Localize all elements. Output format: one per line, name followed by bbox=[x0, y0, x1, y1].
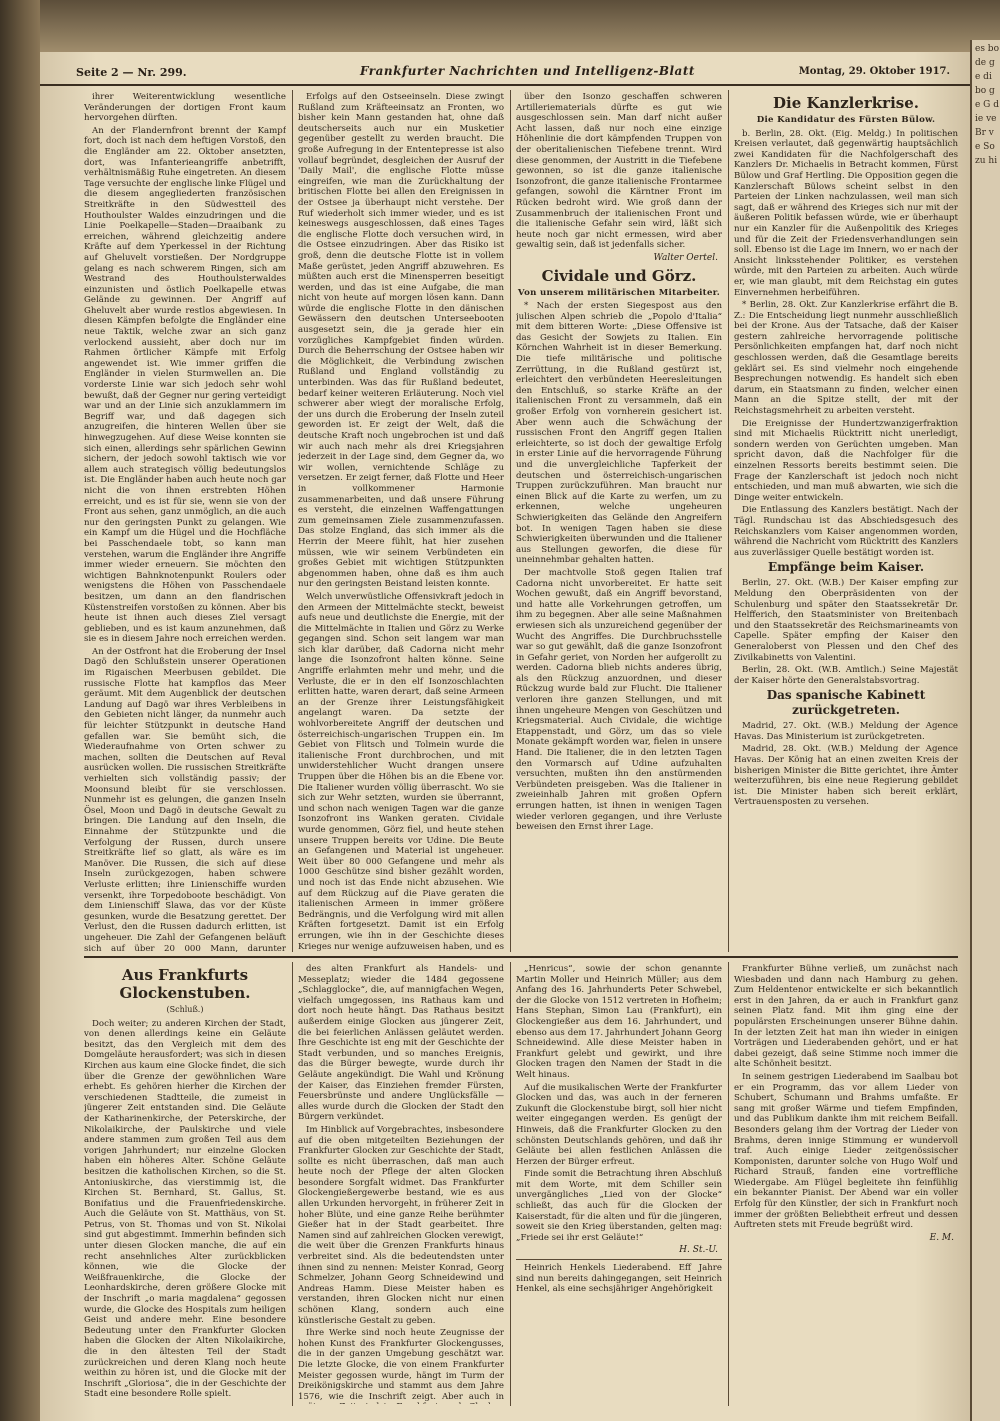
paragraph: b. Berlin, 28. Okt. (Eig. Meldg.) In politischen Kreisen verlautet, daß gegenwärtig hauptsächlich zwei Kandidaten für die Nachfolgerschaft des Kanzlers Dr. Michaelis in Betracht kommen, Fürst Bülow und Graf Hertling. Die Opposition gegen die Kanzlerschaft Bülows scheint selbst in den Parteien der Linken nachzulassen, weil man sich sagt, daß er während des Krieges sich nur mit der äußeren Politik befassen würde, wie er überhaupt nur ein Kanzler für die Außenpolitik des Krieges und für die Zeit der Friedensverhandlungen sein soll. Ebenso ist die Lage im Innern, wo er nach der Ansicht linksstehender Politiker, es verstehen würde, mit den Parteien zu arbeiten. Auch würde er, wie man glaubt, mit dem Reichstag ein gutes Einvernehmen herbeiführen. bbox=[734, 128, 958, 298]
article-headline: Empfänge beim Kaiser. bbox=[767, 560, 925, 575]
paragraph: Welch unverwüstliche Offensivkraft jedoch in den Armeen der Mittelmächte steckt, beweist aufs neue und deutlichste die Energie, mit der die Mittelmächte in Italien und Görz zu Werke gegangen sind. Schon seit langem war man sich klar darüber, daß Cadorna nicht mehr lange die Isonzofront halten könne. Seine Angriffe erlahmten mehr und mehr, und die Verluste, die er in den elf Isonzoschlachten erlitten hatte, waren derart, daß seine Armeen an der Grenze ihrer Leistungsfähigkeit angelangt waren. Da setzte der wohlvorbereitete Angriff der deutschen und österreichisch-ungarischen Truppen ein. Im Gebiet von Flitsch und Tolmein wurde die italienische Front durchbrochen, und mit unwiderstehlicher Wucht drangen unsere Truppen über die Höhen bis an die Ebene vor. Die Italiener wurden völlig überrascht. Wo sie sich zur Wehr setzten, wurden sie überrannt, und schon nach wenigen Tagen war die ganze Isonzofront ins Wanken geraten. Cividale wurde genommen, Görz fiel, und heute stehen unsere Truppen bereits vor Udine. Die Beute an Gefangenen und Material ist ungeheuer. Weit über 80 000 Gefangene und mehr als 1000 Geschütze sind bisher gezählt worden, und noch ist das Ende nicht abzusehen. Wie auf dem Rückzug auf die Piave geraten die italienischen Armeen in immer größere Bedrängnis, und die Verfolgung wird mit allen Kräften fortgesetzt. Damit ist ein Erfolg errungen, wie ihn in der Geschichte dieses Krieges nur wenige aufzuweisen haben, und es bbox=[298, 591, 504, 952]
paragraph: „Henricus“, sowie der schon genannte Martin Moller und Heinrich Müller; aus dem Anfang des 16. Jahrhunderts Peter Schwebel, der die Glocke von 1512 vertreten in Hofheim; Hans Stephan, Simon Lau (Frankfurt), ein Glockengießer aus dem 16. Jahrhundert, und ebenso aus dem 17. Jahrhundert Johann Georg Schneidewind. Alle diese Meister haben in Frankfurt gelebt und gewirkt, und ihre Glocken tragen den Namen der Stadt in die Welt hinaus. bbox=[516, 964, 722, 1080]
article-byline: Von unserem militärischen Mitarbeiter. bbox=[517, 287, 721, 298]
continuation-note: (Schluß.) bbox=[166, 1005, 204, 1014]
section-rule bbox=[84, 956, 958, 958]
paragraph: An der Ostfront hat die Eroberung der Insel Dagö den Schlußstein unserer Operationen im Rigaischen Meerbusen gebildet. Die russische Flotte hat kampflos das Meer geräumt. Mit dem Augenblick der deutschen Landung auf Dagö war ihres Verbleibens in den Gebieten nicht länger, da nunmehr auch für leichter Stützpunkt in deutsche Hand gefallen war. Sie bemüht sich, die Wiederaufnahme von Orten schwer zu machen, sollten die Deutschen auf Reval ausrücken wollen. Die russischen Streitkräfte verhielten sich vollständig passiv; der Moonsund bleibt für sie verschlossen. Nunmehr ist es gelungen, die ganzen Inseln Ösel, Moon und Dagö in deutsche Gewalt zu bringen. Die Landung auf den Inseln, die Einnahme der Stützpunkte und die Verfolgung der Russen, durch unsere Streitkräfte lief so glatt, als wäre es im Manöver. Die Russen, die sich auf diese Inseln zurückgezogen, haben schwere Verluste erlitten; ihre Linienschiffe wurden versenkt, ihre Torpedoboote beschädigt. Von dem Linienschiff Slawa, das vor der Küste gesunken, wurde die Besatzung gerettet. Der Verlust, den die Russen dadurch erlitten, ist ungeheuer. Die Zahl der Gefangenen beläuft sich auf über 20 000 Mann, darunter bbox=[84, 646, 286, 952]
paragraph: Finde somit die Betrachtung ihren Abschluß mit dem Worte, mit dem Schiller sein unvergängliches „Lied von der Glocke“ schließt, das auch für die Glocken der Kaiserstadt, für die alten und für die jüngeren, soweit sie den Krieg überstanden, gelten mag: „Friede sei ihr erst Geläute!“ bbox=[516, 1169, 722, 1243]
paragraph: In seinem gestrigen Liederabend im Saalbau bot er ein Programm, das vor allem Lieder von Schubert, Schumann und Brahms umfaßte. Er sang mit großer Wärme und tiefem Empfinden, und das Publikum dankte ihm mit reichem Beifall. Besonders gelang ihm der Vortrag der Lieder von Brahms, deren innige Stimmung er wundervoll traf. Auch einige Lieder zeitgenössischer Komponisten, darunter solche von Hugo Wolf und Richard Strauß, fanden eine vortreffliche Wiedergabe. Am Flügel begleitete ihn feinfühlig ein bekannter Pianist. Der Abend war ein voller Erfolg für den Künstler, der sich in Frankfurt noch immer der größten Beliebtheit erfreut und dessen Auftreten stets mit Freude begrüßt wird. bbox=[734, 1071, 958, 1231]
page-top-shadow bbox=[40, 0, 1000, 52]
feuilleton-column-1 bbox=[84, 964, 286, 1404]
author-signature: H. St.-U. bbox=[679, 1245, 718, 1256]
article-headline: Das spanische Kabinett zurückgetreten. bbox=[766, 688, 926, 718]
newspaper-page bbox=[40, 52, 970, 1421]
paragraph: Madrid, 27. Okt. (W.B.) Meldung der Agence Havas. Das Ministerium ist zurückgetreten. bbox=[734, 721, 958, 742]
article-headline: Die Kanzlerkrise. bbox=[772, 94, 919, 112]
article-subheadline: Die Kandidatur des Fürsten Bülow. bbox=[756, 115, 936, 125]
masthead: Frankfurter Nachrichten und Intelligenz-Blatt bbox=[360, 64, 695, 78]
concert-notice: Heinrich Henkels Liederabend. Eff Jahre sind nun bereits dahingegangen, seit Heinrich Henkel, als eine sechsjähriger Angehörigkeit bbox=[516, 1263, 722, 1295]
paragraph: des alten Frankfurt als Handels- und Messeplatz; wieder die 1484 gegossene „Schlagglocke“, die, auf mannigfachen Wegen, vielfach umgegossen, ins Rathaus kam und dort noch heute hängt. Das Rathaus besitzt außerdem einige Glocken aus jüngerer Zeit, die bei feierlichen Anlässen geläutet werden. Ihre Geschichte ist eng mit der Geschichte der Stadt verbunden, und so manches Ereignis, das die Bürger bewegte, wurde durch ihr Geläute angekündigt. Die Wahl und Krönung der Kaiser, das Einziehen fremder Fürsten, Feuersbrünste und andere Unglücksfälle — alles wurde durch die Glocken der Stadt den Bürgern verkündet. bbox=[298, 964, 504, 1123]
author-signature: Walter Oertel. bbox=[653, 252, 718, 263]
paragraph: * Nach der ersten Siegespost aus den julischen Alpen schrieb die „Popolo d'Italia“ mit dem bitteren Worte: „Diese Offensive ist das Gesicht der Sowjets zu Italien. Ein Körnchen Wahrheit ist in dieser Bemerkung. Die tiefe militärische und politische Zerrüttung, in die Rußland gestürzt ist, erleichtert den verbündeten Heeresleitungen den Entschluß, so starke Kräfte an der italienischen Front zu versammeln, daß ein großer Erfolg von vornherein gesichert ist. Aber wenn auch die Schwächung der russischen Front den Angriff gegen Italien erleichterte, so ist doch der gewaltige Erfolg in erster Linie auf die hervorragende Führung und die unvergleichliche Tapferkeit der deutschen und österreichisch-ungarischen Truppen zurückzuführen. Man braucht nur einen Blick auf die Karte zu werfen, um zu erkennen, welche ungeheuren Schwierigkeiten das Gelände den Angreifern bot. In wenigen Tagen haben sie diese Schwierigkeiten überwunden und die Italiener aus Stellungen geworfen, die diese für uneinnehmbar gehalten hatten. bbox=[516, 301, 722, 566]
binding-edge bbox=[0, 0, 40, 1421]
column-rule bbox=[292, 90, 293, 952]
column-rule bbox=[292, 962, 293, 1406]
paragraph: An der Flandernfront brennt der Kampf fort, doch ist nach dem heftigen Vorstoß, den die Engländer am 22. Oktober ansetzten, dort, was Infanterieangriffe anbetrifft, verhältnismäßig Ruhe eingetreten. An diesem Tage versuchte der englische linke Flügel und die diesem angegliederten französischen Streitkräfte in den Südwestteil des Houthoulster Waldes einzudringen und die Linie Poelkapelle—Staden—Draaibank zu erreichen, während gleichzeitig andere Kräfte auf dem Yperkessel in der Richtung auf Gheluvelt vorstießen. Der Nordgruppe gelang es nach schwerem Ringen, sich am Westrand des Houthoulsterwaldes einzunisten und östlich Poelkapelle etwas Gelände zu gewinnen. Der Angriff auf Gheluvelt aber wurde restlos abgewiesen. In diesen Kämpfen befolgte die Engländer eine neue Taktik, welche zwar an sich ganz verlockend aussieht, aber doch nur im Rahmen örtlicher Kämpfe mit Erfolg angewendet ist. Wie immer griffen die Engländer in vielen Sturmwellen an. Die vorderste Linie war sich jedoch sehr wohl bewußt, daß der Gegner nur gering verteidigt war und an der Linie sich anzuklammern im Begriff war, und daß dagegen sich anzugreifen, die hinteren Wellen über sie hinwegzugehen. Auf diese Weise konnten sie sich einen, allerdings sehr spärlichen Gewinn sichern, der jedoch sowohl taktisch wie vor allem auch strategisch völlig bedeutungslos ist. Die Engländer haben auch heute noch gar nicht die von ihnen erstrebten Höhen erreicht, und es ist für sie, wenn sie von der Front aus sehen, ganz unmöglich, an die auch nur den geringsten Punkt zu gelangen. Wie ein Kampf um die Hügel und die Hochfläche bei Passchendaele tobt, so kann man verstehen, warum die Engländer ihre Angriffe immer wieder erneuern. Sie möchten den wichtigen Bahnknotenpunkt Roulers oder wenigstens die Höhen von Passchendaele besitzen, um dann an den flandrischen Küstenstreifen vorstoßen zu können. Aber bis heute ist ihnen auch dieses Ziel versagt geblieben, und es ist kaum anzunehmen, daß sie es in diesem Jahre noch erreichen werden. bbox=[84, 125, 286, 645]
column-rule bbox=[510, 962, 511, 1406]
divider bbox=[516, 1259, 722, 1260]
column-1 bbox=[84, 92, 286, 952]
page-header bbox=[40, 64, 970, 86]
paragraph: * Berlin, 28. Okt. Zur Kanzlerkrise erfährt die B. Z.: Die Entscheidung liegt nunmehr ausschließlich bei der Krone. Aus der Tatsache, daß der Kaiser gestern zahlreiche hervorragende politische Persönlichkeiten empfangen hat, darf noch nicht geschlossen werden, daß die Gesamtlage bereits geklärt sei. Es sind vielmehr noch eingehende Besprechungen notwendig. Es handelt sich eben darum, ein Staatsmann zu finden, welcher einen Mann an die Spitze stellt, der mit der Reichstagsmehrheit zu arbeiten versteht. bbox=[734, 300, 958, 417]
paragraph: über den Isonzo geschaffen schweren Artilleriematerials dürfte es gut wie ausgeschlossen sein. Man darf nicht außer Acht lassen, daß nur noch eine einzige Höhenlinie die dort kämpfenden Truppen von der oberitalienischen Tiefebene trennt. Wird diese genommen, der Austritt in die Tiefebene gewonnen, so ist die ganze italienische Isonzofront, die ganze italienische Frontarmee gefangen, sowohl die Kärntner Front im Rücken bedroht wird. Wie groß dann der Zusammenbruch der italienischen Front und die italienische Gefahr sein wird, läßt sich heute noch gar nicht ermessen, wird aber gewaltig sein, daß ist jedenfalls sicher. bbox=[516, 92, 722, 251]
feuilleton-column-4 bbox=[734, 964, 958, 1404]
paragraph: Frankfurter Bühne verließ, um zunächst nach Wiesbaden und dann nach Hamburg zu gehen. Zum Heldentenor entwickelte er sich bekanntlich erst in den Jahren, da er auch in Frankfurt ganz seinen Platz fand. Mit ihm ging eine der populärsten Erscheinungen unserer Bühne dahin. In der letzten Zeit hat man ihn wieder in einigen Vorträgen und Liederabenden gehört, und er hat dabei gezeigt, daß seine Stimme noch immer die alte Schönheit besitzt. bbox=[734, 964, 958, 1070]
column-rule bbox=[728, 962, 729, 1406]
column-2 bbox=[298, 92, 504, 952]
issue-date: Montag, 29. Oktober 1917. bbox=[798, 66, 950, 77]
next-page-edge bbox=[970, 40, 1000, 1421]
paragraph: Die Entlassung des Kanzlers bestätigt. Nach der Tägl. Rundschau ist das Abschiedsgesuch des Reichskanzlers vom Kaiser angenommen worden, während die Nachricht vom Rücktritt des Kanzlers aus zuverlässiger Quelle bestätigt worden ist. bbox=[734, 505, 958, 558]
paragraph: Die Ereignisse der Hundertzwanzigerfraktion sind mit Michaelis Rücktritt nicht unerledigt, sondern werden von Gerüchten umgeben. Man spricht davon, daß die Nachfolger für die einzelnen Ressorts bereits bestimmt seien. Die Frage der Kanzlerschaft ist jedoch noch nicht entschieden, und man muß abwarten, wie sich die Dinge weiter entwickeln. bbox=[734, 418, 958, 503]
feuilleton-headline: Aus Frankfurts Glockenstuben. bbox=[119, 966, 251, 1002]
column-rule bbox=[728, 90, 729, 952]
paragraph: Ihre Werke sind noch heute Zeugnisse der hohen Kunst des Frankfurter Glockengusses, die in der ganzen Umgebung geschätzt war. Die letzte Glocke, die von einem Frankfurter Meister gegossen wurde, hängt im Turm der Dreikönigskirche und stammt aus dem Jahre 1576, wie die Inschrift zeigt. Aber auch in bbox=[298, 1328, 504, 1402]
article-headline: Cividale und Görz. bbox=[541, 266, 697, 285]
feuilleton-column-2 bbox=[298, 964, 504, 1404]
feuilleton-column-3 bbox=[516, 964, 722, 1404]
author-signature: E. M. bbox=[929, 1232, 954, 1243]
paragraph: Erfolgs auf den Ostseeinseln. Diese zwingt Rußland zum Kräfteeinsatz an Fronten, wo bisher kein Mann gestanden hat, ohne daß deutscherseits auch nur ein Musketier gegenüber gestellt zu werden braucht. Die große Aufregung in der Ententepresse ist also vollauf begründet, desgleichen der Ausruf der 'Daily Mail', die englische Flotte müsse eingreifen, wie man die Zurückhaltung der britischen Flotte bei allen den Ereignissen in der Ostsee ja überhaupt nicht verstehe. Der Ruf wiederholt sich immer wieder, und es ist keineswegs ausgeschlossen, daß eines Tages die englische Flotte doch versuchen wird, in die Ostsee einzudringen. Aber das Risiko ist groß, denn die deutsche Flotte ist in vollem Maße gerüstet, jeden Angriff abzuwehren. Es müßten auch erst die Minensperren beseitigt werden, und das ist eine Aufgabe, die man nicht von heute auf morgen lösen kann. Dann würde die englische Flotte in den dänischen Gewässern den deutschen Unterseebooten ausgesetzt sein, die ja gerade hier ein vorzügliches Kampfgebiet finden würden. Durch die Beherrschung der Ostsee haben wir die Möglichkeit, die Verbindung zwischen Rußland und England vollständig zu unterbinden. Was das für Rußland bedeutet, bedarf keiner weiteren Erläuterung. Noch viel schwerer aber wiegt der moralische Erfolg, der uns durch die Eroberung der Inseln zuteil geworden ist. Er zeigt der Welt, daß die deutsche Kraft noch ungebrochen ist und daß wir auch nach mehr als drei Kriegsjahren jederzeit in der Lage sind, dem Gegner da, wo wir wollen, vernichtende Schläge zu versetzen. Er zeigt ferner, daß Flotte und Heer in vollkommener Harmonie zusammenarbeiten, und daß unsere Führung es versteht, die einzelnen Waffengattungen zum gemeinsamen Ziele zusammenzufassen. Das stolze England, das sich immer als die Herrin der Meere fühlt, hat hier zusehen müssen, wie wir seinem Verbündeten ein großes Gebiet mit wichtigen Stützpunkten abgenommen haben, ohne daß es ihm auch nur den geringsten Beistand leisten konnte. bbox=[298, 92, 504, 590]
paragraph: Berlin, 27. Okt. (W.B.) Der Kaiser empfing zur Meldung den Oberpräsidenten von der Schulenburg und später den Staatssekretär Dr. Helfferich, den Staatsminister von Breitenbach und den Staatssekretär des Reichsmarineamts von Capelle. Später empfing der Kaiser den Generaloberst von Plessen und den Chef des Zivilkabinetts von Valentini. bbox=[734, 578, 958, 663]
paragraph: Doch weiter; zu anderen Kirchen der Stadt, von denen allerdings keine ein Geläute besitzt, das den Vergleich mit dem des Domgeläute herausfordert; was sich in diesen Kirchen aus kaum eine Glocke findet, die sich über die Grenze der gewöhnlichen Ware erhebt. Es gehören hierher die Kirchen der verschiedenen Stadtteile, die zumeist in jüngerer Zeit entstanden sind. Die Geläute der Katharinenkirche, der Peterskirche, der Nikolaikirche, der Paulskirche und viele andere stammen zum großen Teil aus dem vorigen Jahrhundert; nur einzelne Glocken haben ein höheres Alter. Schöne Geläute besitzen die katholischen Kirchen, so die St. Antoniuskirche, das vierstimmig ist, die Kirchen St. Bernhard, St. Gallus, St. Bonifatius und die Frauenfriedenskirche. Auch die Geläute von St. Matthäus, von St. Petrus, von St. Thomas und von St. Nikolai sind gut abgestimmt. Immerhin befinden sich unter diesen Glocken manche, die auf ein recht ansehnliches Alter zurückblicken können, wie die Glocke der Weißfrauenkirche, die Glocke der Leonhardskirche, deren größere Glocke mit der Inschrift „o maria magdalena“ gegossen wurde, die Glocke des Hospitals zum heiligen Geist und andere mehr. Eine besondere Bedeutung unter den Frankfurter Glocken haben die Glocken der Alten Nikolaikirche, die in den ältesten Teil der Stadt zurückreichen und deren Klang noch heute weithin zu hören ist, und die Glocke mit der Inschrift „Gloriosa“, die in der Geschichte der Stadt eine besondere Rolle spielt. bbox=[84, 1018, 286, 1400]
page-number: Seite 2 — Nr. 299. bbox=[76, 66, 187, 79]
next-page-fragment: es bo de ge di bo ge G die ve Br ve So zu hi bbox=[975, 44, 999, 166]
paragraph: Auf die musikalischen Werte der Frankfurter Glocken und das, was auch in der ferneren Zukunft die Glockenstube birgt, soll hier nicht weiter eingegangen werden. Es genügt der Hinweis, daß die Frankfurter Glocken zu den schönsten Deutschlands gehören, und daß ihr Geläute bei allen festlichen Anlässen die Herzen der Bürger erfreut. bbox=[516, 1082, 722, 1167]
paragraph: Berlin, 28. Okt. (W.B. Amtlich.) Seine Majestät der Kaiser hörte den Generalstabsvortrag. bbox=[734, 665, 958, 686]
paragraph: Madrid, 28. Okt. (W.B.) Meldung der Agence Havas. Der König hat an einen zweiten Kreis der bisherigen Minister die Bitte gerichtet, ihre Ämter weiterzuführen, bis eine neue Regierung gebildet ist. Die Minister haben sich bereit erklärt, Vertrauensposten zu versehen. bbox=[734, 744, 958, 808]
column-4 bbox=[734, 92, 958, 952]
column-3 bbox=[516, 92, 722, 952]
column-rule bbox=[510, 90, 511, 952]
paragraph: ihrer Weiterentwicklung wesentliche Veränderungen der dortigen Front kaum hervorgehen dürften. bbox=[84, 92, 286, 124]
paragraph: Der machtvolle Stoß gegen Italien traf Cadorna nicht unvorbereitet. Er hatte seit Wochen gewußt, daß ein Angriff bevorstand, und hatte alle Vorkehrungen getroffen, um ihm zu begegnen. Aber alle seine Maßnahmen erwiesen sich als unzureichend gegenüber der Wucht des Angriffes. Die Durchbruchsstelle war so gut gewählt, daß die ganze Isonzofront in Gefahr geriet, von Norden her aufgerollt zu werden. Cadorna blieb nichts anderes übrig, als den Rückzug anzuordnen, und dieser Rückzug wurde bald zur Flucht. Die Italiener verloren ihre ganzen Stellungen, und mit ihnen ungeheure Mengen von Geschützen und Kriegsmaterial. Auch Cividale, die wichtige Etappenstadt, und Görz, um das so viele Monate gekämpft worden war, fielen in unsere Hand. Die Italiener, die in den letzten Tagen den Vormarsch auf Udine aufzuhalten versuchten, mußten ihn den anstürmenden Verbündeten preisgeben. Was die Italiener in zweieinhalb Jahren mit großen Opfern errungen hatten, ist ihnen in wenigen Tagen wieder verloren gegangen, und ihre Verluste beweisen den Ernst ihrer Lage. bbox=[516, 567, 722, 833]
paragraph: Im Hinblick auf Vorgebrachtes, insbesondere auf die oben mitgeteilten Beziehungen der Frankfurter Glocken zur Geschichte der Stadt, sollte es nicht überraschen, daß man auch heute noch der Pflege der alten Glocken besondere Sorgfalt widmet. Das Frankfurter Glockengießergewerbe bestand, wie es aus allen Urkunden hervorgeht, in früherer Zeit in hoher Blüte, und eine ganze Reihe berühmter Gießer hat in der Stadt gearbeitet. Ihre Namen sind auf zahlreichen Glocken verewigt, die weit über die Grenzen Frankfurts hinaus verbreitet sind. Als die bedeutendsten unter ihnen sind zu nennen: Meister Konrad, Georg Schmelzer, Johann Georg Schneidewind und Andreas Hamm. Diese Meister haben es verstanden, ihren Glocken nicht nur einen schönen Klang, sondern auch eine künstlerische Gestalt zu geben. bbox=[298, 1124, 504, 1326]
